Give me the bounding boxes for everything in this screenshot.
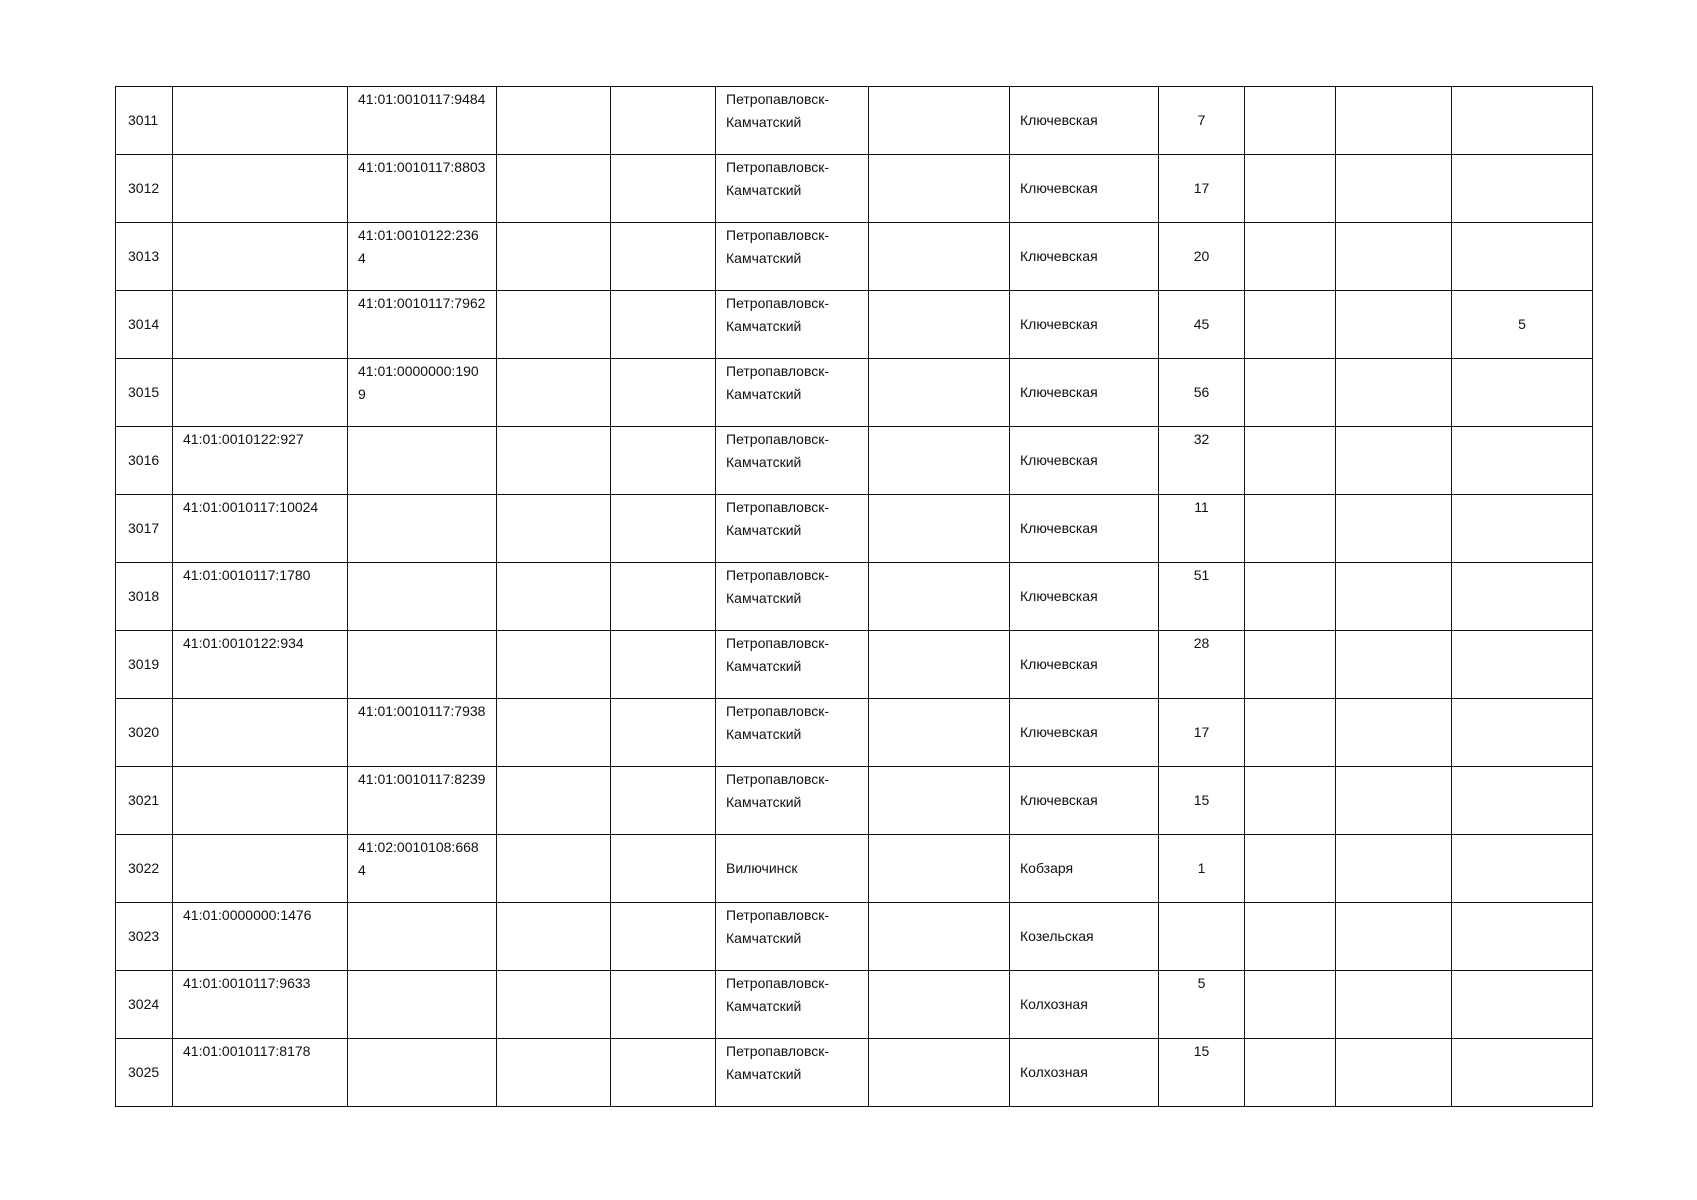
table-row	[116, 495, 1593, 563]
cell-street: Ключевская	[1010, 563, 1159, 631]
cell-land-cadastral-number	[173, 87, 348, 155]
cell-empty	[1245, 1039, 1336, 1107]
cell-empty	[611, 223, 716, 291]
cell-empty	[1245, 155, 1336, 223]
cell-apartment	[1452, 563, 1593, 631]
cell-city: Петропавловск-Камчатский	[716, 495, 869, 563]
cell-record-number: 3013	[116, 223, 173, 291]
cell-empty	[611, 563, 716, 631]
cell-empty	[1245, 903, 1336, 971]
cell-record-number: 3025	[116, 1039, 173, 1107]
cell-house-number: 45	[1159, 291, 1245, 359]
cell-empty	[611, 699, 716, 767]
cell-empty	[1336, 427, 1452, 495]
cell-apartment	[1452, 835, 1593, 903]
cell-city: Петропавловск-Камчатский	[716, 87, 869, 155]
cell-apartment	[1452, 699, 1593, 767]
cell-street: Ключевская	[1010, 631, 1159, 699]
cell-empty	[611, 767, 716, 835]
cell-building-cadastral-number	[348, 971, 497, 1039]
cell-empty	[869, 767, 1010, 835]
table-row	[116, 563, 1593, 631]
cell-city: Петропавловск-Камчатский	[716, 1039, 869, 1107]
cell-record-number: 3016	[116, 427, 173, 495]
cell-street: Ключевская	[1010, 767, 1159, 835]
cell-empty	[1245, 359, 1336, 427]
cell-house-number: 5	[1159, 971, 1245, 1039]
cell-land-cadastral-number	[173, 699, 348, 767]
cell-record-number: 3012	[116, 155, 173, 223]
cell-empty	[611, 835, 716, 903]
cell-street: Козельская	[1010, 903, 1159, 971]
cell-street: Ключевская	[1010, 699, 1159, 767]
cell-empty	[1336, 155, 1452, 223]
cell-empty	[611, 903, 716, 971]
cell-empty	[1336, 1039, 1452, 1107]
cell-empty	[869, 835, 1010, 903]
cell-land-cadastral-number	[173, 223, 348, 291]
table-body	[116, 87, 1593, 1107]
cell-building-cadastral-number: 41:01:0000000:1909	[348, 359, 497, 427]
cell-land-cadastral-number	[173, 291, 348, 359]
table-row	[116, 291, 1593, 359]
cell-empty	[1336, 903, 1452, 971]
cell-apartment	[1452, 495, 1593, 563]
cell-empty	[1245, 223, 1336, 291]
cell-land-cadastral-number: 41:01:0010117:1780	[173, 563, 348, 631]
cell-street: Ключевская	[1010, 495, 1159, 563]
cell-empty	[497, 903, 611, 971]
cell-empty	[1245, 87, 1336, 155]
cell-city: Петропавловск-Камчатский	[716, 699, 869, 767]
cell-empty	[497, 1039, 611, 1107]
cell-house-number: 17	[1159, 699, 1245, 767]
table-row	[116, 767, 1593, 835]
cell-land-cadastral-number	[173, 835, 348, 903]
cell-empty	[1245, 971, 1336, 1039]
cell-empty	[497, 563, 611, 631]
cell-land-cadastral-number	[173, 767, 348, 835]
cell-record-number: 3015	[116, 359, 173, 427]
cell-street: Ключевская	[1010, 427, 1159, 495]
cell-empty	[869, 1039, 1010, 1107]
cell-house-number: 15	[1159, 1039, 1245, 1107]
cell-city: Петропавловск-Камчатский	[716, 767, 869, 835]
cell-house-number: 1	[1159, 835, 1245, 903]
cell-record-number: 3011	[116, 87, 173, 155]
cell-empty	[611, 359, 716, 427]
table-row	[116, 971, 1593, 1039]
cell-land-cadastral-number: 41:01:0010122:934	[173, 631, 348, 699]
cell-apartment: 5	[1452, 291, 1593, 359]
table-row	[116, 87, 1593, 155]
cell-record-number: 3022	[116, 835, 173, 903]
cell-empty	[1336, 835, 1452, 903]
cell-empty	[869, 699, 1010, 767]
cell-empty	[1336, 971, 1452, 1039]
cell-city: Петропавловск-Камчатский	[716, 291, 869, 359]
cell-street: Ключевская	[1010, 223, 1159, 291]
cell-street: Ключевская	[1010, 359, 1159, 427]
cell-house-number: 11	[1159, 495, 1245, 563]
cell-street: Кобзаря	[1010, 835, 1159, 903]
cell-empty	[611, 291, 716, 359]
cell-empty	[869, 631, 1010, 699]
table-row	[116, 903, 1593, 971]
cell-empty	[869, 155, 1010, 223]
cell-street: Колхозная	[1010, 1039, 1159, 1107]
cell-house-number	[1159, 903, 1245, 971]
cell-empty	[1245, 563, 1336, 631]
cell-empty	[1245, 835, 1336, 903]
cell-empty	[869, 903, 1010, 971]
table-row	[116, 835, 1593, 903]
cell-empty	[1245, 699, 1336, 767]
cell-city: Петропавловск-Камчатский	[716, 427, 869, 495]
cell-apartment	[1452, 223, 1593, 291]
cell-record-number: 3024	[116, 971, 173, 1039]
cell-empty	[1336, 223, 1452, 291]
cell-building-cadastral-number: 41:01:0010117:8239	[348, 767, 497, 835]
cell-empty	[1245, 631, 1336, 699]
cell-apartment	[1452, 631, 1593, 699]
cell-empty	[497, 291, 611, 359]
cell-empty	[1245, 767, 1336, 835]
cell-city: Вилючинск	[716, 835, 869, 903]
cell-empty	[869, 495, 1010, 563]
cell-apartment	[1452, 767, 1593, 835]
cell-empty	[497, 223, 611, 291]
cell-empty	[1245, 495, 1336, 563]
cell-building-cadastral-number	[348, 563, 497, 631]
cell-house-number: 28	[1159, 631, 1245, 699]
cell-empty	[497, 495, 611, 563]
cell-city: Петропавловск-Камчатский	[716, 903, 869, 971]
cell-street: Колхозная	[1010, 971, 1159, 1039]
cell-record-number: 3014	[116, 291, 173, 359]
cell-city: Петропавловск-Камчатский	[716, 155, 869, 223]
cell-land-cadastral-number	[173, 155, 348, 223]
cell-land-cadastral-number: 41:01:0010122:927	[173, 427, 348, 495]
cell-empty	[611, 87, 716, 155]
cell-apartment	[1452, 971, 1593, 1039]
cell-building-cadastral-number: 41:01:0010117:7962	[348, 291, 497, 359]
cell-empty	[1245, 291, 1336, 359]
cell-building-cadastral-number	[348, 495, 497, 563]
cell-city: Петропавловск-Камчатский	[716, 631, 869, 699]
cell-empty	[497, 699, 611, 767]
cell-house-number: 20	[1159, 223, 1245, 291]
cell-building-cadastral-number: 41:01:0010117:8803	[348, 155, 497, 223]
cell-empty	[497, 971, 611, 1039]
cell-house-number: 17	[1159, 155, 1245, 223]
cell-empty	[611, 631, 716, 699]
cell-empty	[497, 87, 611, 155]
cell-empty	[869, 291, 1010, 359]
cell-empty	[497, 155, 611, 223]
cell-land-cadastral-number: 41:01:0010117:10024	[173, 495, 348, 563]
cell-record-number: 3018	[116, 563, 173, 631]
cell-house-number: 56	[1159, 359, 1245, 427]
cell-empty	[611, 1039, 716, 1107]
cell-empty	[1336, 699, 1452, 767]
cell-building-cadastral-number: 41:01:0010117:9484	[348, 87, 497, 155]
table-row	[116, 223, 1593, 291]
cell-empty	[869, 427, 1010, 495]
cell-house-number: 15	[1159, 767, 1245, 835]
cell-empty	[1336, 291, 1452, 359]
cell-apartment	[1452, 1039, 1593, 1107]
cell-apartment	[1452, 427, 1593, 495]
cell-building-cadastral-number: 41:01:0010122:2364	[348, 223, 497, 291]
registry-table	[115, 86, 1593, 1107]
cell-land-cadastral-number: 41:01:0010117:9633	[173, 971, 348, 1039]
cell-building-cadastral-number	[348, 903, 497, 971]
cell-apartment	[1452, 359, 1593, 427]
cell-apartment	[1452, 903, 1593, 971]
table-row	[116, 699, 1593, 767]
cell-empty	[1336, 359, 1452, 427]
cell-empty	[611, 155, 716, 223]
cell-empty	[869, 971, 1010, 1039]
cell-street: Ключевская	[1010, 291, 1159, 359]
cell-empty	[1336, 87, 1452, 155]
cell-empty	[869, 359, 1010, 427]
cell-record-number: 3023	[116, 903, 173, 971]
cell-apartment	[1452, 87, 1593, 155]
cell-empty	[497, 835, 611, 903]
cell-empty	[869, 223, 1010, 291]
cell-building-cadastral-number: 41:01:0010117:7938	[348, 699, 497, 767]
cell-land-cadastral-number: 41:01:0010117:8178	[173, 1039, 348, 1107]
table-row	[116, 631, 1593, 699]
cell-empty	[1336, 631, 1452, 699]
cell-empty	[497, 427, 611, 495]
cell-building-cadastral-number	[348, 427, 497, 495]
cell-empty	[497, 767, 611, 835]
table-row	[116, 155, 1593, 223]
cell-empty	[1336, 767, 1452, 835]
cell-empty	[869, 563, 1010, 631]
table-row	[116, 1039, 1593, 1107]
cell-empty	[497, 631, 611, 699]
table-row	[116, 359, 1593, 427]
cell-record-number: 3020	[116, 699, 173, 767]
cell-empty	[1245, 427, 1336, 495]
cell-street: Ключевская	[1010, 155, 1159, 223]
cell-record-number: 3019	[116, 631, 173, 699]
cell-record-number: 3017	[116, 495, 173, 563]
cell-street: Ключевская	[1010, 87, 1159, 155]
cell-empty	[611, 427, 716, 495]
cell-empty	[611, 971, 716, 1039]
cell-record-number: 3021	[116, 767, 173, 835]
cell-empty	[1336, 563, 1452, 631]
cell-land-cadastral-number	[173, 359, 348, 427]
cell-empty	[869, 87, 1010, 155]
cell-apartment	[1452, 155, 1593, 223]
cell-empty	[1336, 495, 1452, 563]
cell-empty	[497, 359, 611, 427]
cell-city: Петропавловск-Камчатский	[716, 359, 869, 427]
cell-house-number: 7	[1159, 87, 1245, 155]
cell-building-cadastral-number	[348, 1039, 497, 1107]
cell-house-number: 32	[1159, 427, 1245, 495]
cell-house-number: 51	[1159, 563, 1245, 631]
cell-city: Петропавловск-Камчатский	[716, 971, 869, 1039]
cell-building-cadastral-number: 41:02:0010108:6684	[348, 835, 497, 903]
cell-empty	[611, 495, 716, 563]
cell-city: Петропавловск-Камчатский	[716, 563, 869, 631]
table-row	[116, 427, 1593, 495]
cell-city: Петропавловск-Камчатский	[716, 223, 869, 291]
cell-land-cadastral-number: 41:01:0000000:1476	[173, 903, 348, 971]
cell-building-cadastral-number	[348, 631, 497, 699]
